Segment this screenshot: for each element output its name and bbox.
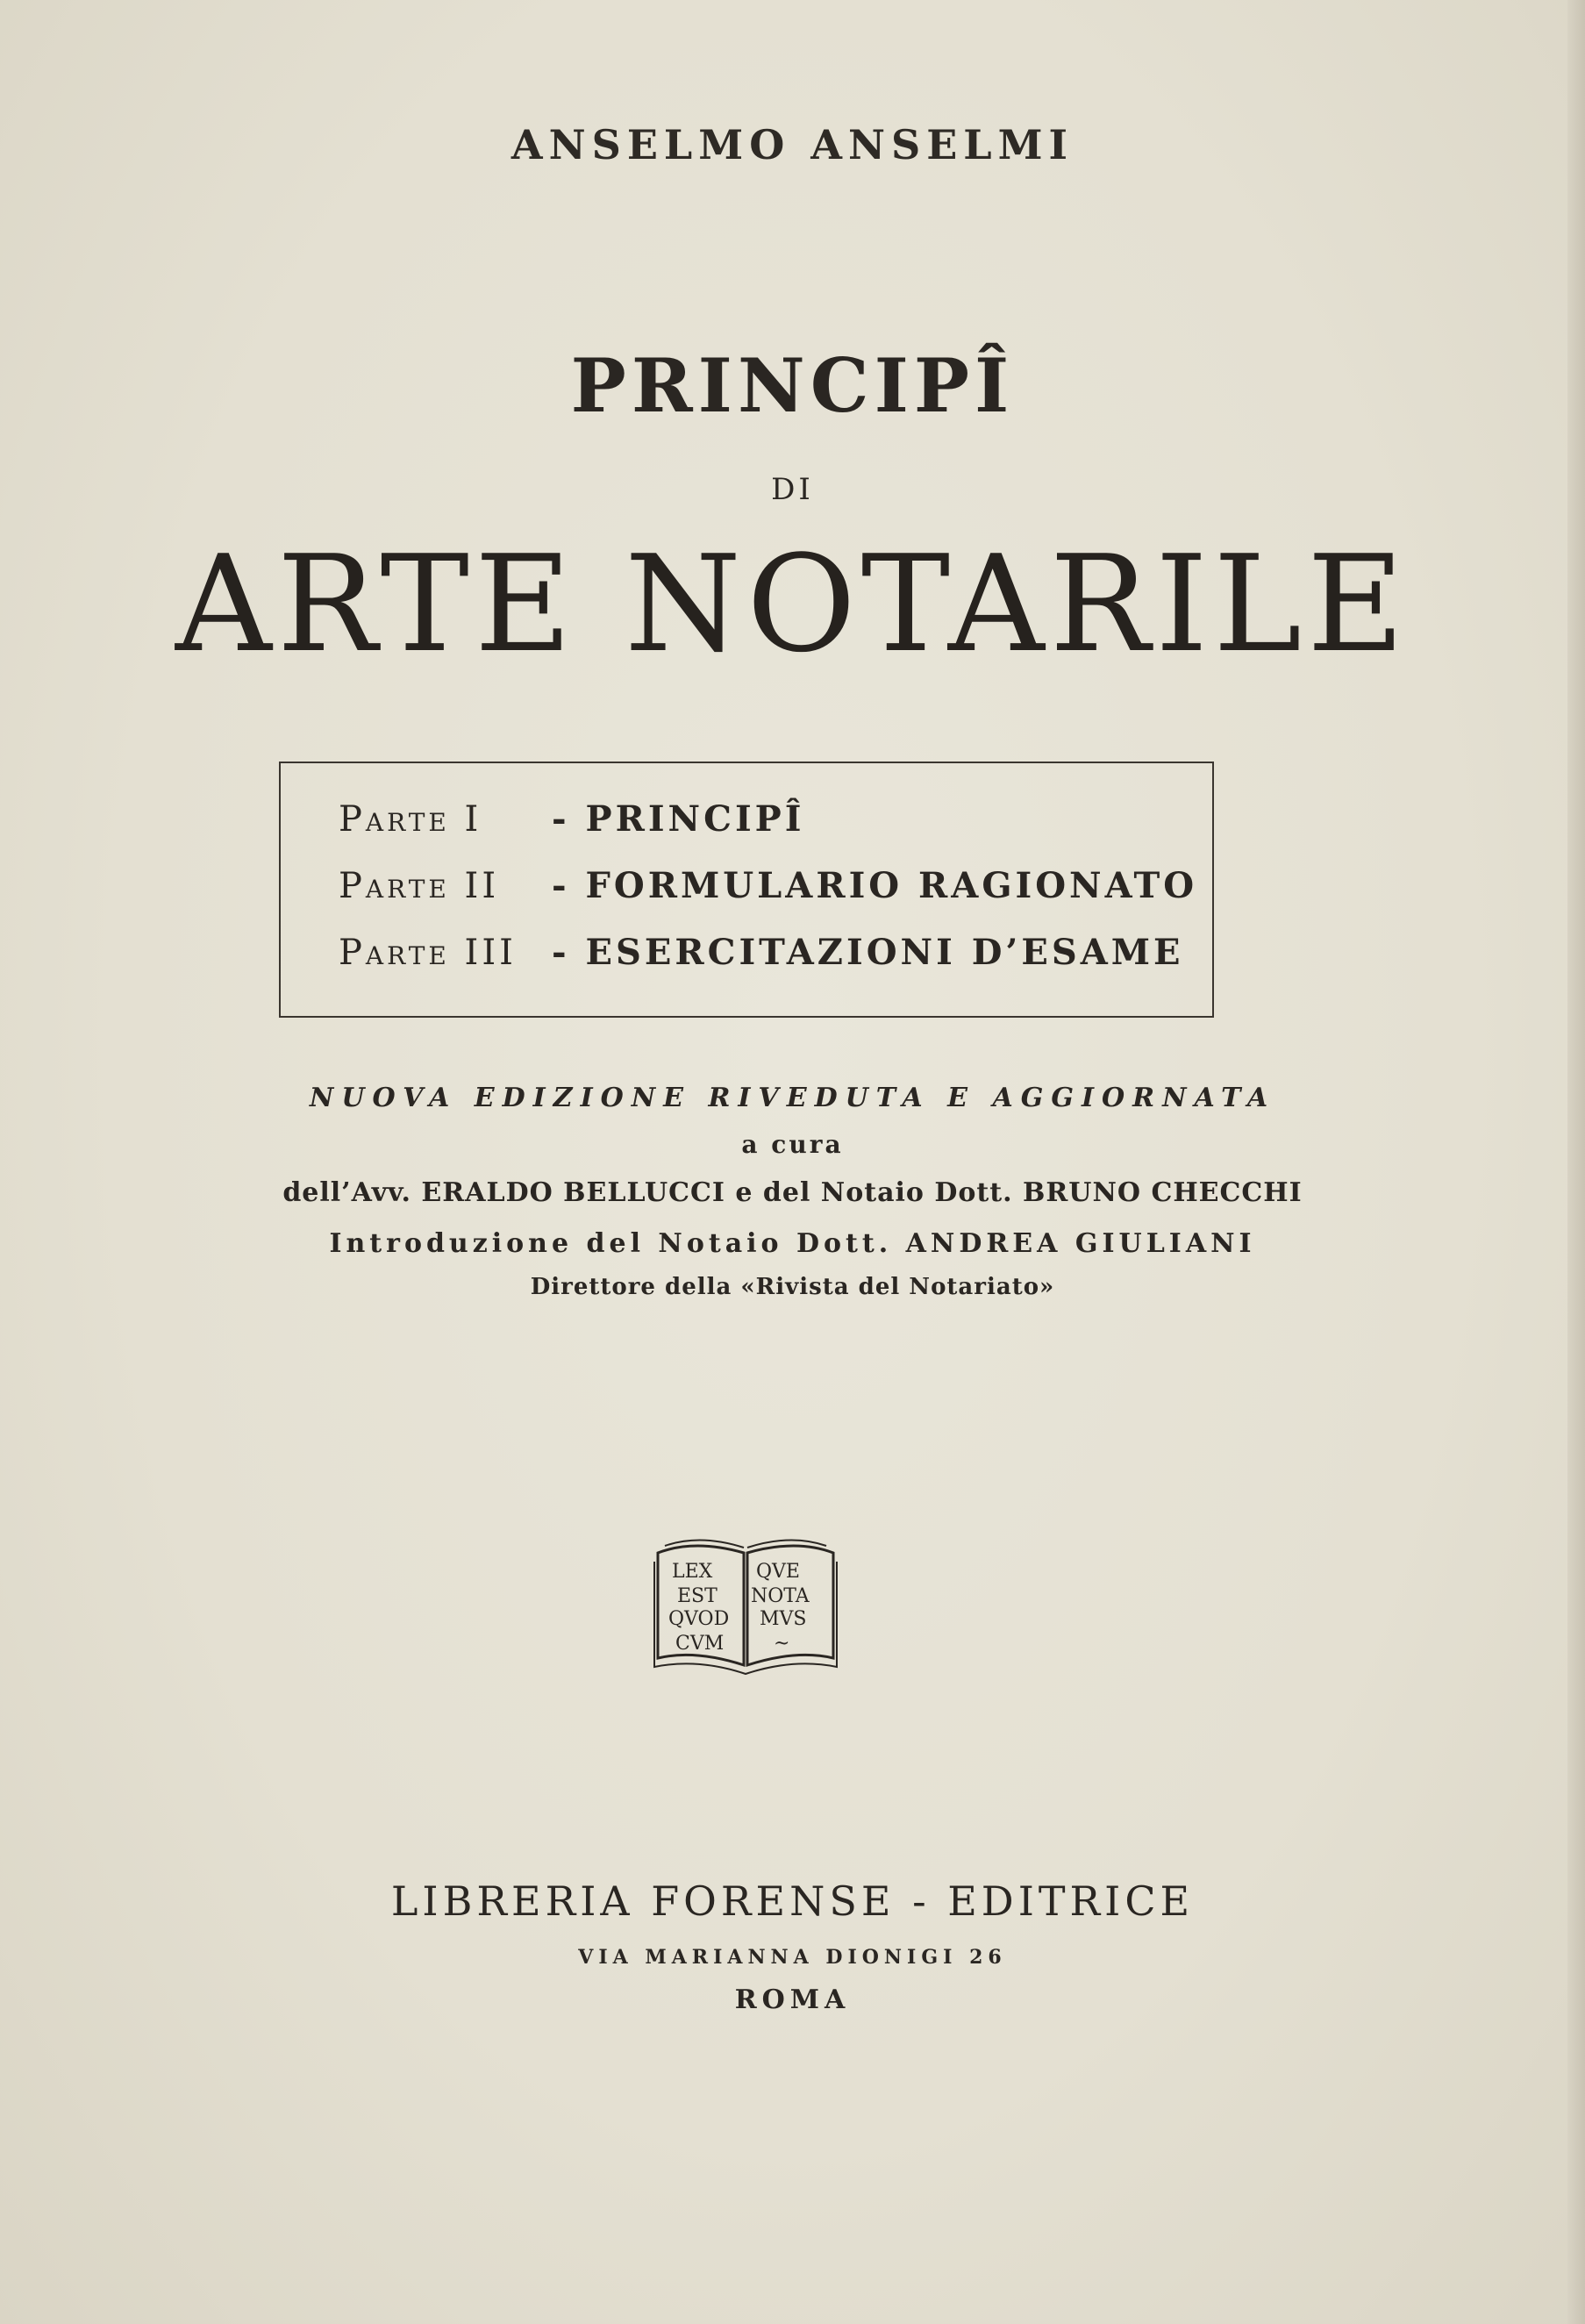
part-label: Parte III — [339, 933, 517, 973]
emblem-text: CVM — [675, 1633, 725, 1655]
main-title: ARTE NOTARILE — [175, 526, 1410, 682]
part-title: - ESERCITAZIONI D’ESAME — [552, 932, 1184, 973]
emblem-text: ~ — [774, 1633, 790, 1655]
emblem-text: QVOD — [668, 1608, 730, 1630]
a-cura-line: a cura — [741, 1130, 844, 1159]
part-label: Parte I — [339, 799, 482, 840]
part-entry — [339, 865, 1197, 906]
publisher-city: ROMA — [734, 1984, 851, 2015]
part-label: Parte II — [339, 866, 500, 906]
publisher-address: VIA MARIANNA DIONIGI 26 — [578, 1946, 1007, 1969]
title-line-2: DI — [771, 472, 814, 507]
emblem-text: NOTA — [751, 1585, 810, 1607]
publisher-name: LIBRERIA FORENSE - EDITRICE — [390, 1877, 1195, 1925]
part-entry — [339, 932, 1184, 973]
emblem-text: MVS — [760, 1608, 807, 1630]
emblem-text: QVE — [756, 1561, 800, 1583]
open-book-icon — [651, 1527, 840, 1677]
part-title: - PRINCIPÎ — [552, 798, 805, 840]
title-line-1: PRINCIPÎ — [570, 342, 1015, 429]
edition-note: NUOVA EDIZIONE RIVEDUTA E AGGIORNATA — [309, 1083, 1276, 1113]
curators-line: dell’Avv. ERALDO BELLUCCI e del Notaio Dott. BRUNO CHECCHI — [282, 1177, 1303, 1208]
emblem-text: LEX — [672, 1561, 713, 1583]
director-line: Direttore della «Rivista del Notariato» — [530, 1274, 1055, 1300]
part-title: - FORMULARIO RAGIONATO — [552, 865, 1198, 906]
author-name: ANSELMO ANSELMI — [510, 121, 1075, 168]
parts-box — [279, 762, 1214, 1018]
introduction-line: Introduzione del Notaio Dott. ANDREA GIULIANI — [329, 1228, 1256, 1259]
emblem-text: EST — [677, 1585, 718, 1607]
part-entry — [339, 798, 804, 840]
